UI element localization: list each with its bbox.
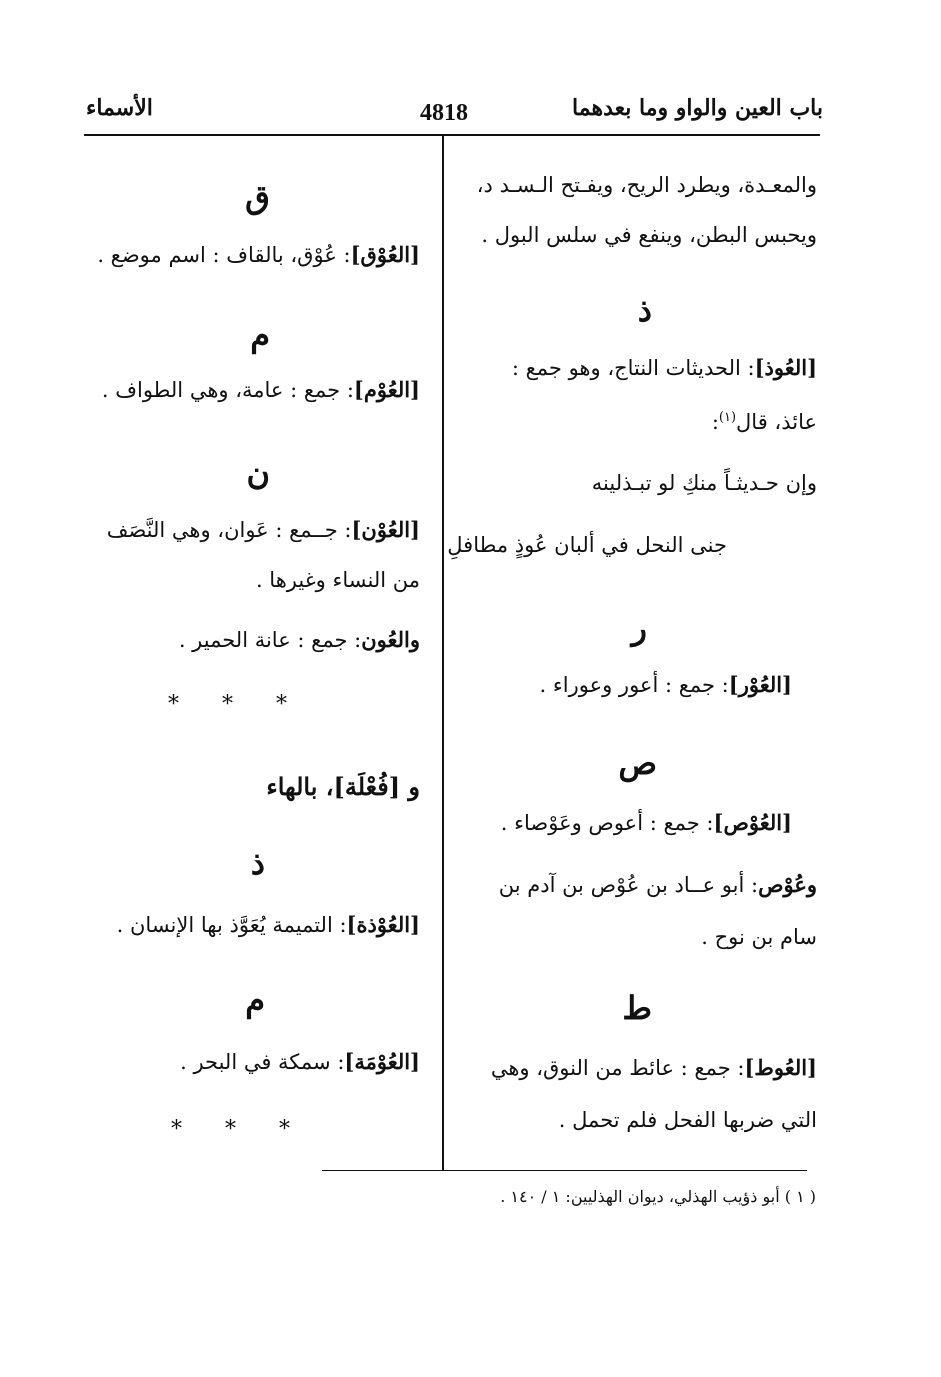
headword: والعُون [361,627,420,652]
entry-awdh [512,353,817,383]
letter-heading: م [250,316,270,354]
entry-awq [97,240,420,270]
letter-heading: ن [246,454,270,492]
letter-heading: ص [618,744,657,782]
text-line [712,403,817,437]
footnote: ( ١ ) أبو ذؤيب الهذلي، ديوان الهذليين: ١ / ١٤٠ . [500,1187,816,1206]
verse-second-hemistich: جنى النحل في ألبان عُوذٍ مطافلِ [447,533,727,557]
letter-heading: م [245,981,265,1019]
footnote-rule [322,1170,807,1171]
definition: : أبو عــاد بن عُوْص بن آدم بن [498,873,759,897]
headword: [العُوْذة] [346,912,420,937]
entry-aws [501,808,792,838]
headword: وعُوْص [758,872,817,897]
definition: : التميمة يُعَوَّذ بها الإنسان . [116,913,347,937]
verse-first-hemistich: وإن حـديثـاً منكِ لو تبـذلينه [591,471,817,495]
definition: : جمع : أعور وعوراء . [539,673,729,697]
text-line: من النساء وغيرها . [255,568,420,592]
entry-awdha [117,910,420,940]
letter-heading: ذ [250,844,265,882]
footnote-ref: (١) [718,410,737,425]
entry-awm [102,375,420,405]
definition: : جــمع : عَوان، وهي النَّصَف [106,518,352,542]
headword: [العُوْق] [350,242,420,267]
letter-heading: ط [622,989,652,1027]
chapter-title: باب العين والواو وما بعدهما [572,95,823,121]
definition: : الحديثات النتاج، وهو جمع : [511,356,755,380]
letter-heading: ق [245,178,270,216]
definition: : [711,410,719,434]
headword: [العُوذ] [754,355,817,380]
text-line: التي ضربها الفحل فلم تحمل . [558,1108,817,1132]
section-heading: و [فُعْلَة]، بالهاء [266,772,420,801]
text-line: سام بن نوح . [701,925,817,949]
entry-awt [491,1053,817,1083]
text-line: والمعـدة، ويطرد الريح، ويفـتح الـسـد د، [476,173,817,197]
definition: : جمع : عانة الحمير . [178,628,362,652]
text-line: ويحبس البطن، وينفع في سلس البول . [481,223,817,247]
headword: [العُوط] [744,1055,817,1080]
entry-awn-plural [179,625,420,655]
section-separator: * * * [171,1117,308,1142]
column-divider [442,136,444,1170]
letter-heading: ذ [637,291,652,329]
section-title: الأسماء [86,95,153,121]
section-separator: * * * [168,692,305,717]
definition: : عُوْق، بالقاف : اسم موضع . [97,243,351,267]
headword: [العُوْم] [353,377,420,402]
header-rule [84,134,820,136]
definition: : جمع : عامة، وهي الطواف . [101,378,354,402]
definition: : سمكة في البحر . [180,1050,345,1074]
headword: [العُوْن] [351,517,420,542]
entry-awn [107,515,420,545]
entry-awr [540,670,792,700]
page-number: 4818 [420,100,468,126]
letter-heading: ر [631,609,647,647]
definition: : جمع : عائط من النوق، وهي [490,1056,745,1080]
definition: : جمع : أعوص وعَوْصاء . [500,811,714,835]
entry-aws-name [499,870,817,900]
entry-awma [180,1047,420,1077]
headword: [العُوْص] [713,810,792,835]
headword: [العُوْمَة] [344,1049,420,1074]
definition: عائذ، قال [736,410,817,434]
headword: [العُوْر] [728,672,792,697]
